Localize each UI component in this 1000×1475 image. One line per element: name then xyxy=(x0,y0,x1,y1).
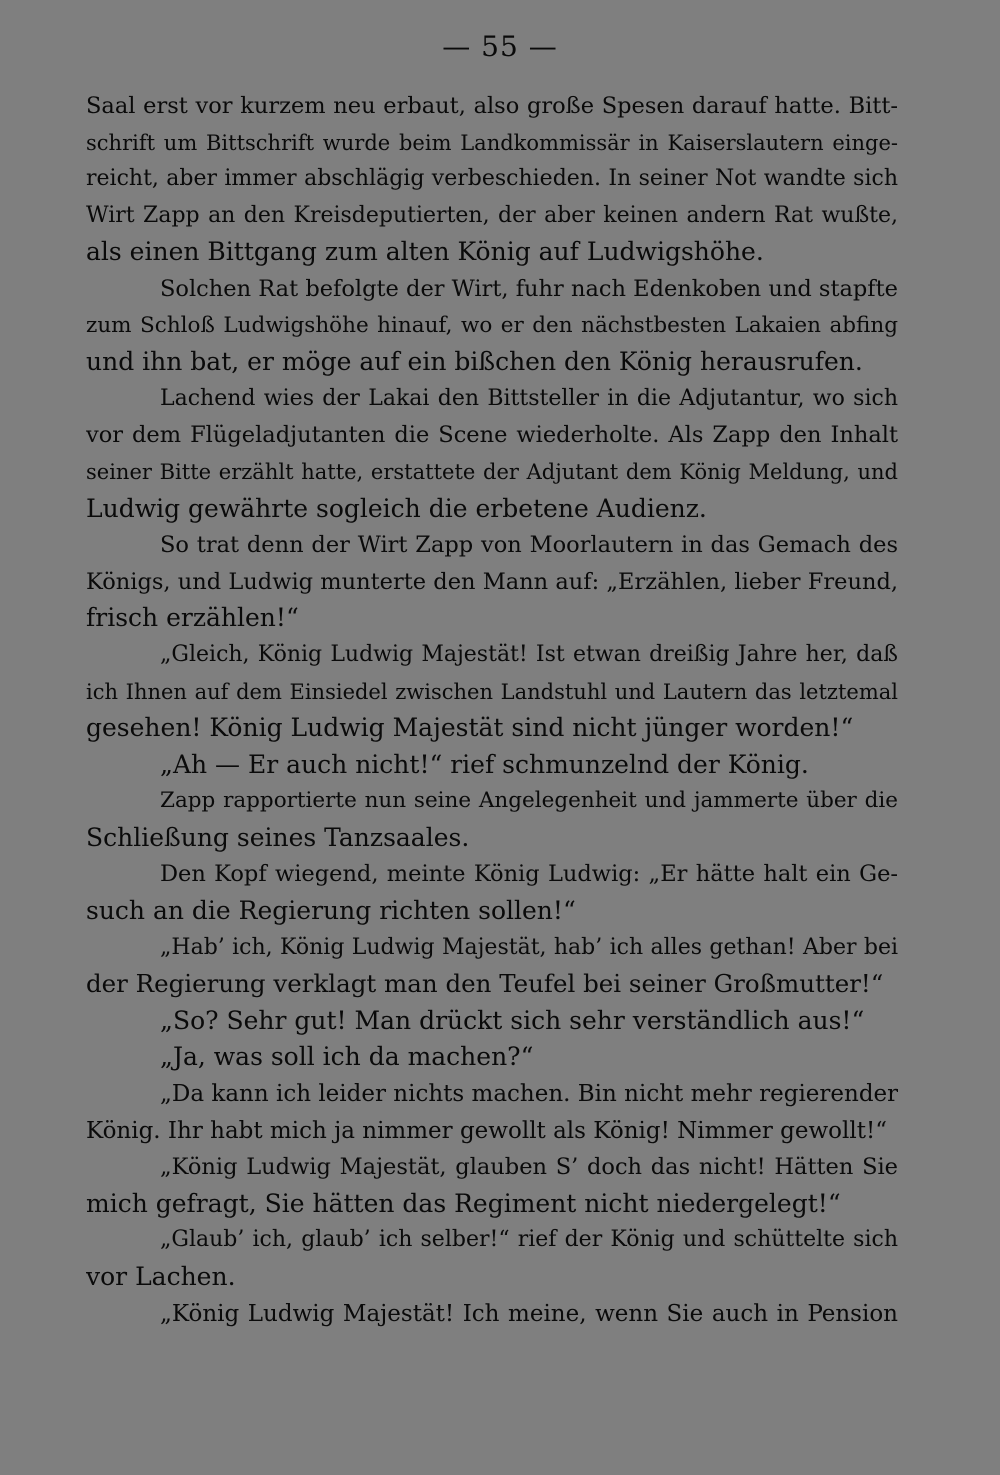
text-line: „Ah — Er auch nicht!“ rief schmunzelnd der König. xyxy=(160,749,809,779)
text-line: Den Kopf wiegend, meinte König Ludwig: „Er hätte halt ein Ge- xyxy=(160,861,898,888)
text-line: vor dem Flügeladjutanten die Scene wiederholte. Als Zapp den Inhalt xyxy=(86,422,898,449)
text-line: schrift um Bittschrift wurde beim Landkommissär in Kaiserslautern einge- xyxy=(86,130,898,155)
text-line: Königs, und Ludwig munterte den Mann auf: „Erzählen, lieber Freund, xyxy=(86,568,898,595)
text-line: such an die Regierung richten sollen!“ xyxy=(86,896,576,926)
text-line: vor Lachen. xyxy=(86,1262,236,1291)
text-line: reicht, aber immer abschlägig verbeschieden. In seiner Not wandte sich xyxy=(86,166,898,192)
text-line: König. Ihr habt mich ja nimmer gewollt als König! Nimmer gewollt!“ xyxy=(86,1117,887,1144)
text-line: „Ja, was soll ich da machen?“ xyxy=(160,1042,534,1072)
text-line: der Regierung verklagt man den Teufel bei seiner Großmutter!“ xyxy=(86,969,884,999)
text-line: Schließung seines Tanzsaales. xyxy=(86,822,470,852)
text-line: zum Schloß Ludwigshöhe hinauf, wo er den nächstbesten Lakaien abfing xyxy=(86,312,898,338)
text-line: „König Ludwig Majestät, glauben S’ doch das nicht! Hätten Sie xyxy=(160,1154,898,1181)
text-line: und ihn bat, er möge auf ein bißchen den König herausrufen. xyxy=(86,347,863,377)
text-line: „König Ludwig Majestät! Ich meine, wenn Sie auch in Pension xyxy=(160,1300,898,1327)
text-line: „So? Sehr gut! Man drückt sich sehr verständlich aus!“ xyxy=(160,1005,865,1035)
text-line: „Da kann ich leider nichts machen. Bin nicht mehr regierender xyxy=(160,1081,898,1108)
text-line: Saal erst vor kurzem neu erbaut, also große Spesen darauf hatte. Bitt- xyxy=(86,93,898,119)
text-line: seiner Bitte erzählt hatte, erstattete der Adjutant dem König Meldung, und xyxy=(86,459,898,484)
text-line: Solchen Rat befolgte der Wirt, fuhr nach Edenkoben und stapfte xyxy=(160,275,898,302)
text-line: Lachend wies der Lakai den Bittsteller in die Adjutantur, wo sich xyxy=(160,385,898,411)
text-line: mich gefragt, Sie hätten das Regiment nicht niedergelegt!“ xyxy=(86,1188,841,1218)
text-line: „Gleich, König Ludwig Majestät! Ist etwan dreißig Jahre her, daß xyxy=(160,641,898,667)
text-line: „Hab’ ich, König Ludwig Majestät, hab’ ich alles gethan! Aber bei xyxy=(160,934,898,960)
text-line: als einen Bittgang zum alten König auf Ludwigshöhe. xyxy=(86,237,764,267)
text-line: frisch erzählen!“ xyxy=(86,603,299,633)
text-line: Wirt Zapp an den Kreisdeputierten, der aber keinen andern Rat wußte, xyxy=(86,202,898,228)
text-line: Ludwig gewährte sogleich die erbetene Audienz. xyxy=(86,493,707,523)
text-line: „Glaub’ ich, glaub’ ich selber!“ rief der König und schüttelte sich xyxy=(160,1227,898,1253)
text-line: ich Ihnen auf dem Einsiedel zwischen Landstuhl und Lautern das letztemal xyxy=(86,679,898,704)
text-line: So trat denn der Wirt Zapp von Moorlautern in das Gemach des xyxy=(160,532,898,559)
page-number: — 55 — xyxy=(442,30,558,63)
text-line: Zapp rapportierte nun seine Angelegenheit und jammerte über die xyxy=(160,788,898,814)
body-text xyxy=(86,88,898,1332)
text-line: gesehen! König Ludwig Majestät sind nicht jünger worden!“ xyxy=(86,713,854,743)
